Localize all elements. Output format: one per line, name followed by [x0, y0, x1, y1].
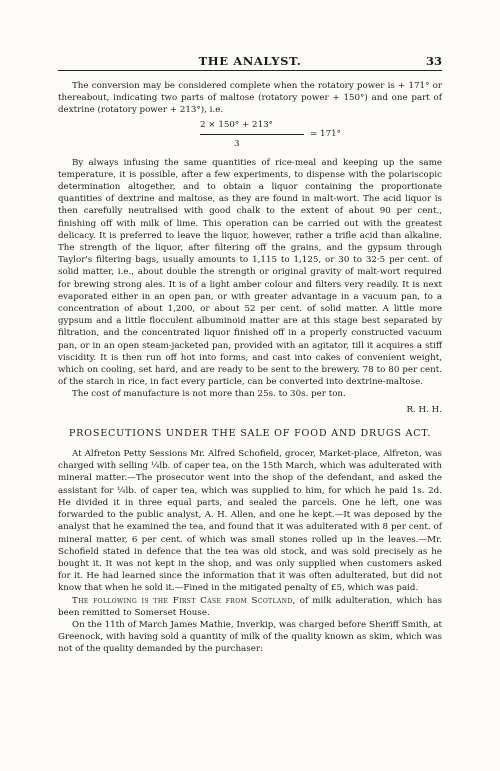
paragraph-alfreton-case: At Alfreton Petty Sessions Mr. Alfred Schofield, grocer, Market-place, Alfreton, was charged with selling ¼lb. of caper tea, on the 15th March, which was adulterated with mineral matter.—The prosecutor went into the shop of the defendant, and asked the assistant for ¼lb. of caper tea, which was supplied to him, for which he paid 1s. 2d. He divided it in three equal parts, and sealed the parcels. One he left, one was forwarded to the public analyst, A. H. Allen, and one he kept.—It was deposed by the analyst that he examined the tea, and found that it was adulterated with 8 per cent. of mineral matter, 6 per cent. of which was small stones rolled up in the leaves.—Mr. Schofield stated in defence that the tea was old stock, and was sold precisely as he bought it. It was not kept in the shop, and was only supplied when customers asked for it. He had learned since the information that it was often adulterated, but did not know that when he sold it.—Fined in the mitigated penalty of £5, which was paid.	[58, 449, 442, 594]
running-header	[58, 50, 442, 71]
paragraph-process: By always infusing the same quantities of rice-meal and keeping up the same temperature, it is possible, after a few experiments, to dispense with the polariscopic determination altogether, and to obtain a liquor containing the proportionate quantities of dextrine and maltose, as they are found in malt-wort. The acid liquor is then carefully neutralised with good chalk to the extent of about 90 per cent., finishing off with milk of lime. This operation can be carried out with the greatest delicacy. It is preferred to leave the liquor, however, rather a trifle acid than alkaline. The strength of the liquor, after filtering off the grains, and the gypsum through Taylor's filtering bags, usually amounts to 1,115 to 1,125, or 30 to 32·5 per cent. of solid matter, i.e., about double the strength or original gravity of malt-wort required for brewing strong ales. It is of a light amber colour and filters very readily. It is next evaporated either in an open pan, or with greater advantage in a vacuum pan, to a concentration of about 1,200, or about 52 per cent. of solid matter. A little more gypsum and a little flocculent albuminoid matter are at this stage best separated by filtration, and the concentrated liquor finished off in a properly constructed vacuum pan, or in an open steam-jacketed pan, provided with an agitator, till it acquires a stiff viscidity. It is then run off hot into forms, and cast into cakes of convenient weight, which on cooling, set hard, and are ready to be sent to the brewery. 78 to 80 per cent. of the starch in rice, in fact every particle, can be converted into dextrine-maltose.	[58, 157, 442, 388]
paragraph-scotland-case	[58, 595, 442, 619]
paragraph-cost: The cost of manufacture is not more than 25s. to 30s. per ton.	[72, 389, 346, 400]
article-body	[58, 80, 442, 656]
formula-denominator: 3	[234, 138, 240, 149]
page-number: 33	[425, 54, 442, 68]
fraction-bar	[200, 134, 304, 135]
formula-result: = 171°	[310, 128, 341, 139]
formula-numerator: 2 × 150° + 213°	[200, 119, 273, 130]
running-title: THE ANALYST.	[198, 54, 302, 68]
paragraph-conversion: The conversion may be considered complete when the rotatory power is + 171° or thereabout, indicating two parts of maltose (rotatory power + 150°) and one part of dextrine (rotatory power + 213°), i.e.	[58, 81, 442, 116]
rotatory-power-formula	[58, 119, 442, 152]
author-signature: R. H. H.	[406, 404, 442, 415]
section-title: PROSECUTIONS UNDER THE SALE OF FOOD AND DRUGS ACT.	[68, 427, 432, 439]
scotland-case-lead: The following is the First Case from Scotland,	[72, 595, 296, 606]
scotland-case-text: of milk adulteration, which has been remitted to Somerset House.	[58, 595, 442, 618]
paragraph-mathie-case: On the 11th of March James Mathie, Inverkip, was charged before Sheriff Smith, at Greenock, with having sold a quantity of milk of the quality known as skim, which was not of the quality demanded by the purchaser:	[58, 619, 442, 655]
